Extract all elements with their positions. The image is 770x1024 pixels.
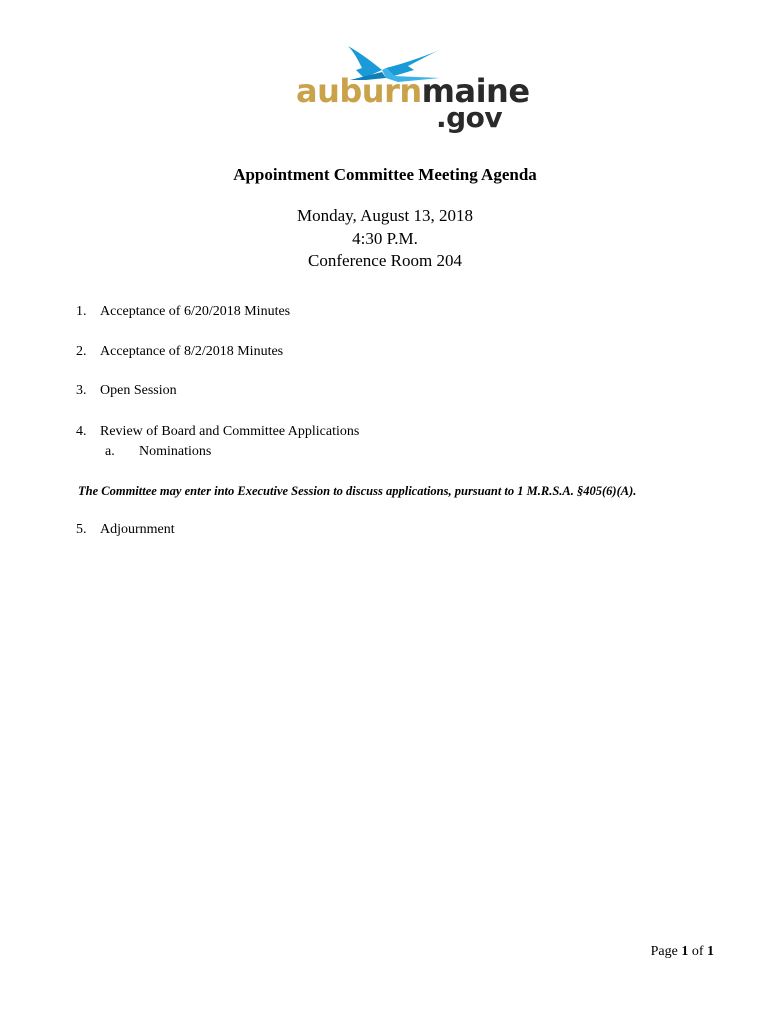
page-of-label: of <box>691 944 704 959</box>
agenda-item <box>76 344 283 360</box>
logo-text-maine: maine <box>421 72 530 110</box>
agenda-subitem-letter: a. <box>105 444 115 459</box>
page-current: 1 <box>681 944 689 959</box>
agenda-item-text: Acceptance of 6/20/2018 Minutes <box>100 304 291 319</box>
agenda-item <box>76 304 290 320</box>
agenda-item-number: 5. <box>76 522 87 537</box>
agenda-subitem-text: Nominations <box>139 444 212 459</box>
logo-text-gov: .gov <box>436 101 503 134</box>
agenda-item-number: 3. <box>76 383 87 398</box>
agenda-item-number: 4. <box>76 424 87 439</box>
meeting-time: 4:30 P.M. <box>352 229 418 248</box>
page-total: 1 <box>707 944 714 959</box>
executive-session-note: The Committee may enter into Executive Session to discuss applications, pursuant to 1 M.R.S.A. §405(6)(A). <box>78 484 637 498</box>
meeting-location: Conference Room 204 <box>308 251 462 270</box>
agenda-item-text: Open Session <box>100 383 177 398</box>
agenda-subitem <box>105 444 211 460</box>
agenda-item-text: Acceptance of 8/2/2018 Minutes <box>100 344 284 359</box>
agenda-item-text: Review of Board and Committee Applications <box>100 424 360 439</box>
auburn-maine-logo <box>290 40 530 140</box>
page-title: Appointment Committee Meeting Agenda <box>233 165 537 184</box>
logo-text-auburn: auburn <box>296 72 422 110</box>
agenda-item-number: 1. <box>76 304 87 319</box>
agenda-item <box>76 522 175 538</box>
meeting-date: Monday, August 13, 2018 <box>297 206 473 225</box>
agenda-item-text: Adjournment <box>100 522 175 537</box>
agenda-item-number: 2. <box>76 344 87 359</box>
agenda-item <box>76 383 177 399</box>
page-number <box>651 944 714 960</box>
agenda-item <box>76 424 359 440</box>
page-label: Page <box>650 944 678 959</box>
